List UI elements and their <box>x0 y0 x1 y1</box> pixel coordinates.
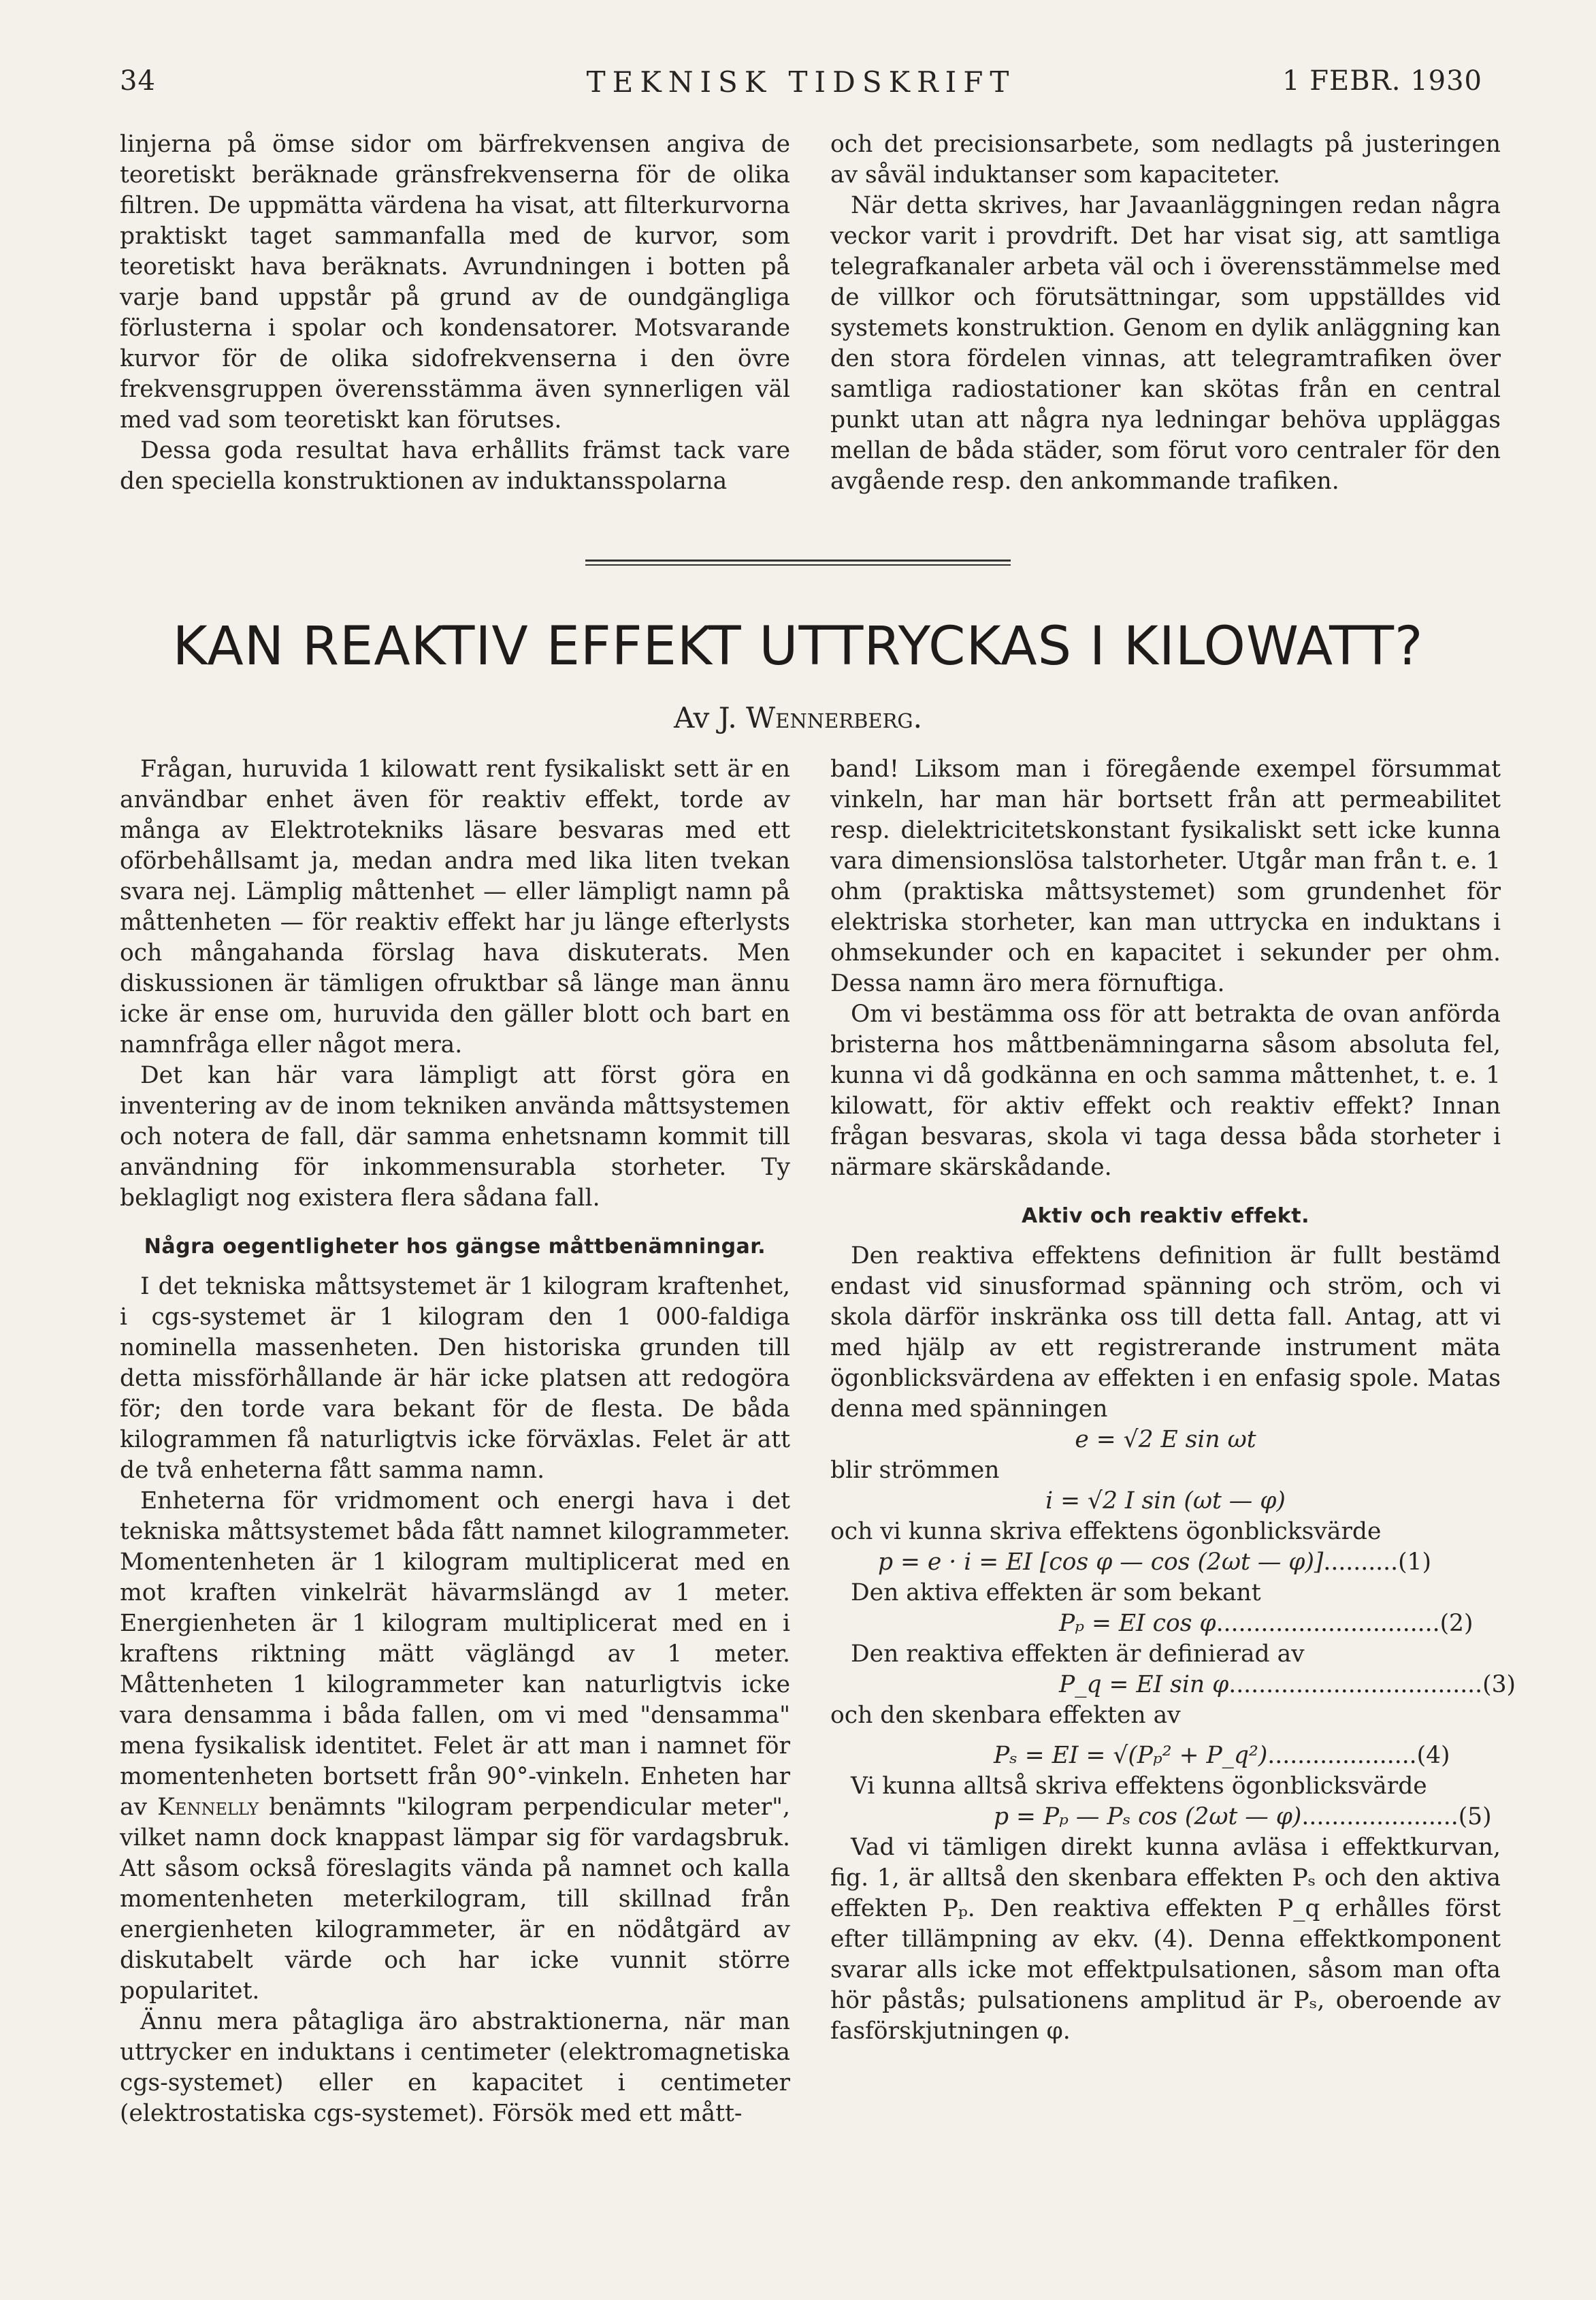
paragraph: blir strömmen <box>830 1457 1000 1484</box>
paragraph <box>120 1486 790 2007</box>
paragraph: Vi kunna alltså skriva effektens ögonblicksvärde <box>851 1772 1427 1800</box>
equation-text: Pₛ = EI = √(Pₚ² + P_q²) <box>994 1742 1268 1769</box>
prev-article-left-column <box>120 129 790 497</box>
byline-prefix: Av <box>674 701 710 734</box>
equation-current <box>830 1486 1501 1517</box>
paragraph: och vi kunna skriva effektens ögonblicksvärde <box>830 1518 1382 1545</box>
equation-1: p = e · i = EI [cos φ — cos (2ωt — φ)]..........(1) <box>878 1549 1431 1576</box>
equation-text: i = √2 I sin (ωt — φ) <box>1045 1487 1286 1515</box>
paragraph: Ännu mera påtagliga äro abstraktionerna, när man uttrycker en induktans i centimeter (elektromagnetiska cgs-systemet) eller en kapacitet i centimeter (elektrostatiska cgs-systemet). Försök med ett mått- <box>120 2008 790 2127</box>
equation-text: p = Pₚ — Pₛ cos (2ωt — φ) <box>994 1803 1302 1830</box>
page-number: 34 <box>120 65 156 97</box>
running-header <box>120 65 1482 113</box>
article-right-column <box>830 754 1516 2047</box>
paragraph: Vad vi tämligen direkt kunna avläsa i effektkurvan, fig. 1, är alltså den skenbara effekten Pₛ och den aktiva effekten Pₚ. Den reaktiva effekten P_q erhålles först efter tillämpning av ekv. (4). Denna effektkomponent svarar alls icke mot effektpulsationen, såsom man ofta hör påstås; pulsationens amplitud är Pₛ, oberoende av fasförskjutningen φ. <box>830 1834 1501 2045</box>
prev-article-right-column <box>830 129 1501 497</box>
article-left-column <box>120 754 790 2129</box>
author-reference: Kennelly <box>157 1794 259 1821</box>
equation-text: e = √2 E sin ωt <box>1075 1426 1256 1453</box>
author-name: J. Wennerberg. <box>718 701 922 734</box>
paragraph: linjerna på ömse sidor om bärfrekvensen angiva de teoretiskt beräknade gränsfrekvenserna för de olika filtren. De uppmätta värdena ha visat, att filterkurvorna praktiskt taget sammanfalla med de kurvor, som teoretiskt hava beräknats. Avrundningen i botten på varje band uppstår på grund av de oundgängliga förlusterna i spolar och kondensatorer. Motsvarande kurvor för de olika sidofrekvenserna i den övre frekvensgruppen överensstämma även synnerligen väl med vad som teoretiskt kan förutses. <box>120 131 790 434</box>
text-run: Enheterna för vridmoment och energi hava i det tekniska måttsystemet båda fått namnet kilogrammeter. Momentenheten är 1 kilogram multiplicerat med en mot kraften vinkelrät hävarmslängd av 1 meter. Energienheten är 1 kilogram multiplicerat med en i kraftens riktning mätt väglängd av 1 meter. Måttenheten 1 kilogrammeter kan naturligtvis icke vara densamma i båda fallen, om vi med "densamma" mena fysikalisk identitet. Felet är att man i namnet för momentenheten bortsett från 90°-vinkeln. Enheten har av <box>120 1487 790 1821</box>
equation-text: Pₚ = EI cos φ <box>1059 1610 1216 1637</box>
journal-title: TEKNISK TIDSKRIFT <box>586 65 1016 99</box>
equation-number: (4) <box>1416 1742 1450 1769</box>
text-run: benämnts "kilogram perpendicular meter", vilket namn dock knappast lämpar sig för vardagsbruk. Att såsom också föreslagits vända på namnet och kalla momentenheten meterkilogram, till skillnad från energienheten kilogrammeter, är en nödåtgärd av diskutabelt värde och har icke vunnit större popularitet. <box>120 1794 790 2005</box>
equation-text: P_q = EI sin φ <box>1059 1671 1229 1698</box>
paragraph: Den reaktiva effektens definition är fullt bestämd endast vid sinusformad spänning och ström, och vi skola därför inskränka oss till detta fall. Antag, att vi med hjälp av ett registrerande instrument mäta ögonblicksvärdena av effekten i en enfasig spole. Matas denna med spänningen <box>830 1242 1501 1423</box>
equation-number: (5) <box>1458 1803 1492 1830</box>
issue-date: 1 FEBR. 1930 <box>1282 65 1482 97</box>
equation-number: (1) <box>1398 1549 1431 1576</box>
paragraph: Det kan här vara lämpligt att först göra en inventering av de inom tekniken använda måttsystemen och notera de fall, där samma enhetsnamn kommit till användning för inkommensurabla storheter. Ty beklagligt nog existera flera sådana fall. <box>120 1062 790 1212</box>
paragraph: Frågan, huruvida 1 kilowatt rent fysikaliskt sett är en användbar enhet även för reaktiv effekt, torde av många av Elektrotekniks läsare besvaras med ett oförbehållsamt ja, medan andra med lika liten tvekan svara nej. Lämplig måttenhet — eller lämpligt namn på måttenheten — för reaktiv effekt har ju länge efterlysts och mångahanda förslag hava diskuterats. Men diskussionen är tämligen ofruktbar så länge man ännu icke är ense om, huruvida den gäller blott och bart en namnfråga eller något mera. <box>120 756 790 1058</box>
paragraph: Om vi bestämma oss för att betrakta de ovan anförda bristerna hos måttbenämningarna såsom absoluta fel, kunna vi då godkänna en och samma måttenhet, t. e. 1 kilowatt, för aktiv effekt och reaktiv effekt? Innan frågan besvaras, skola vi taga dessa båda storheter i närmare skärskådande. <box>830 1001 1501 1181</box>
equation-number: (2) <box>1439 1610 1473 1637</box>
equation-4: Pₛ = EI = √(Pₚ² + P_q²)....................(4) <box>994 1742 1450 1769</box>
paragraph: I det tekniska måttsystemet är 1 kilogram kraftenhet, i cgs-systemet är 1 kilogram den 1 000-faldiga nominella massenheten. Den historiska grunden till detta missförhållande är här icke platsen att redogöra för; den torde vara bekant för de flesta. De båda kilogrammen få naturligtvis icke förväxlas. Felet är att de två enheterna fått samma namn. <box>120 1273 790 1484</box>
equation-number: (3) <box>1482 1671 1516 1698</box>
paragraph: och den skenbara effekten av <box>830 1702 1181 1729</box>
paragraph: och det precisionsarbete, som nedlagts på justeringen av såväl induktanser som kapaciteter. <box>830 131 1501 189</box>
paragraph: När detta skrives, har Javaanläggningen redan några veckor varit i provdrift. Det har visat sig, att samtliga telegrafkanaler arbeta väl och i överensstämmelse med de villkor och förutsättningar, som uppställdes vid systemets konstruktion. Genom en dylik anläggning kan den stora fördelen vinnas, att telegramtrafiken över samtliga radiostationer kan skötas från en central punkt utan att några nya ledningar behöva uppläggas mellan de båda städer, som förut voro centraler för den avgående resp. den ankommande trafiken. <box>830 192 1501 495</box>
equation-voltage <box>830 1425 1501 1455</box>
paragraph: Den reaktiva effekten är definierad av <box>851 1640 1305 1668</box>
paragraph: band! Liksom man i föregående exempel försummat vinkeln, har man här bortsett från att permeabilitet resp. dielektricitetskonstant fysikaliskt sett icke kunna vara dimensionslösa talstorheter. Utgår man från t. e. 1 ohm (praktiska måttsystemet) som grundenhet för elektriska storheter, kan man uttrycka en induktans i ohmsekunder och en kapacitet i sekunder per ohm. Dessa namn äro mera förnuftiga. <box>830 756 1501 997</box>
section-divider <box>585 560 1011 566</box>
article-title: KAN REAKTIV EFFEKT UTTRYCKAS I KILOWATT? <box>172 616 1424 677</box>
equation-text: p = e · i = EI [cos φ — cos (2ωt — φ)] <box>878 1549 1324 1576</box>
equation-5: p = Pₚ — Pₛ cos (2ωt — φ).....................(5) <box>994 1803 1492 1830</box>
paragraph: Den aktiva effekten är som bekant <box>851 1579 1261 1606</box>
equation-2: Pₚ = EI cos φ..............................(2) <box>1059 1610 1473 1637</box>
equation-3: P_q = EI sin φ..................................(3) <box>1059 1671 1516 1698</box>
paragraph: Dessa goda resultat hava erhållits främst tack vare den speciella konstruktionen av induktansspolarna <box>120 437 790 495</box>
byline <box>0 701 1596 734</box>
section-heading: Några oegentligheter hos gängse måttbenämningar. <box>144 1235 766 1259</box>
section-heading: Aktiv och reaktiv effekt. <box>1022 1204 1309 1228</box>
